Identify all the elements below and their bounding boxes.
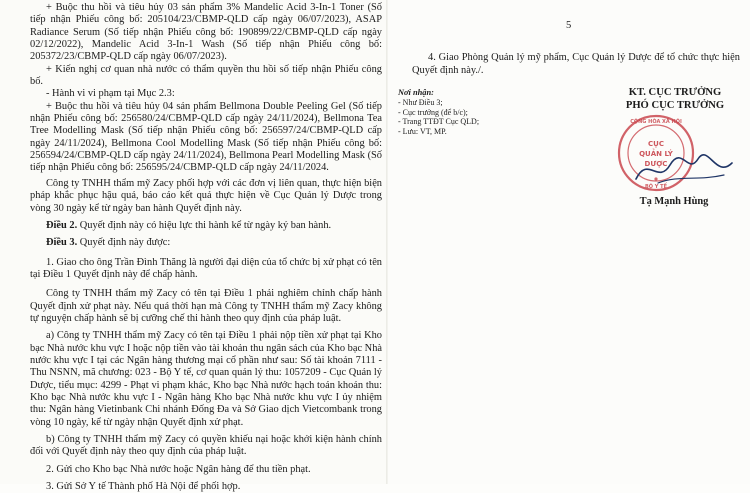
paragraph-recall-4-products: + Buộc thu hồi và tiêu hủy 04 sản phẩm Bellmona Double Peeling Gel (Số tiếp nhận Phiếu công bố: 256580/24/CBMP-QLD cấp ngày 24/11/2024), Bellmona Tea Tree Modelling Mask (Số tiếp nhận Phiếu công bố: 256597/24/CBMP-QLD cấp ngày 24/11/2024), Bellmona Cool Modelling Mask (Số tiếp nhận Phiếu công bố: 256594/24/CBMP-QLD cấp ngày 24/11/2024), Bellmona Pearl Modelling Mask (Số tiếp nhận Phiếu công bố: 256595/24/CBMP-QLD cấp ngày 24/11/2024. (30, 100, 383, 174)
paragraph-compliance: Công ty TNHH thẩm mỹ Zacy có tên tại Điều 1 phải nghiêm chỉnh chấp hành Quyết định xử phạt này. Nếu quá thời hạn mà Công ty TNHH thẩm mỹ Zacy không tự nguyện chấp hành sẽ bị cưỡng chế thi hành theo quy định của pháp luật. (30, 288, 382, 324)
paragraph-section-2-3: - Hành vi vi phạm tại Mục 2.3: (46, 88, 175, 100)
article-2-text: Quyết định này có hiệu lực thi hành kể từ ngày ký ban hành. (79, 219, 332, 231)
signature-title-line2: PHÓ CỤC TRƯỞNG (625, 100, 725, 111)
paragraph-assign-representative: 1. Giao cho ông Trần Đình Thăng là người đại diện của tổ chức bị xử phạt có tên tại Điều 1 Quyết định này để chấp hành. (30, 256, 382, 280)
recipients-title: Nơi nhận: (398, 88, 434, 97)
recipient-item: - Trang TTĐT Cục QLD; (398, 117, 480, 127)
recipient-item: - Cục trưởng (để b/c); (398, 107, 468, 117)
paragraph-assign-text: 4. Giao Phòng Quản lý mỹ phẩm, Cục Quản lý Dược để tổ chức thực hiện Quyết định này./. (412, 52, 740, 76)
article-2 (30, 220, 382, 232)
signature-title-line1: KT. CỤC TRƯỞNG (628, 87, 722, 98)
recipient-item: - Như Điều 3; (398, 97, 443, 107)
paragraph-recall-3-products: + Buộc thu hồi và tiêu hủy 03 sản phẩm 3% Mandelic Acid 3-In-1 Toner (Số tiếp nhận Phiếu công bố: 205104/23/CBMP-QLD cấp ngày 06/07/2023), ASAP Radiance Serum (Số tiếp nhận Phiếu công bố: 190899/22/CBMP-QLD cấp ngày 02/12/2022), Mandelic Acid 3-In-1 Wash (Số tiếp nhận Phiếu công bố: 205372/23/CBMP-QLD cấp ngày 06/07/2023). (30, 2, 382, 63)
svg-text:CỘNG HÒA XÃ HỘI: CỘNG HÒA XÃ HỘI (630, 119, 682, 125)
paragraph-remedy-report: Công ty TNHH thẩm mỹ Zacy phối hợp với các đơn vị liên quan, thực hiện biện pháp khắc phục hậu quả, báo cáo kết quả thực hiện về Cục Quản lý Dược trong vòng 30 ngày kể từ ngày ban hành Quyết định này. (30, 177, 382, 214)
signer-name: Tạ Mạnh Hùng (639, 196, 709, 207)
svg-text:DƯỢC: DƯỢC (644, 160, 668, 168)
paragraph-payment-instructions: a) Công ty TNHH thẩm mỹ Zacy có tên tại Điều 1 phải nộp tiền xử phạt tại Kho bạc Nhà nước khu vực I hoặc nộp tiền vào tài khoản thu ngân sách của Kho bạc Nhà nước khu vực I tại các Ngân hàng thương mại cổ phần như sau: Số tài khoản 7111 - Thu NSNN, mã chương: 023 - Bộ Y tế, cơ quan quản lý thu: 1057209 - Cục Quản lý Dược, tiểu mục: 4299 - Phạt vi phạm khác, Kho bạc Nhà nước hạch toán khoản thu: Kho bạc Nhà nước khu vực I - Ngân hàng Kho bạc Nhà nước khu vực I ủy nhiệm thu: Ngân hàng Vietinbank Chi nhánh Đống Đa và Sở Giao dịch Vietcombank trong vòng 10 ngày, kể từ ngày nhận Quyết định xử phạt. (30, 330, 382, 428)
article-2-label: Điều 2. (46, 219, 78, 231)
page-number: 5 (566, 20, 572, 31)
paragraph-send-health-dept: 3. Gửi Sở Y tế Thành phố Hà Nội để phối hợp. (46, 481, 241, 493)
left-page-body (30, 2, 382, 493)
article-3-text: Quyết định này được: (79, 237, 171, 249)
paragraph-send-treasury: 2. Gửi cho Kho bạc Nhà nước hoặc Ngân hàng để thu tiền phạt. (46, 463, 311, 475)
svg-text:BỘ Y TẾ: BỘ Y TẾ (645, 184, 667, 190)
article-3-label: Điều 3. (46, 237, 78, 249)
article-3 (30, 237, 382, 249)
signature-title-block (600, 86, 750, 112)
handwritten-signature (628, 145, 738, 195)
svg-text:CỤC: CỤC (648, 140, 664, 148)
paragraph-recommend-revoke: + Kiến nghị cơ quan nhà nước có thẩm quyền thu hồi số tiếp nhận Phiếu công bố. (30, 63, 382, 88)
paragraph-appeal-right: b) Công ty TNHH thẩm mỹ Zacy có quyền khiếu nại hoặc khởi kiện hành chính đối với Quyết định này theo quy định của pháp luật. (30, 434, 382, 458)
recipients-block (398, 88, 568, 137)
recipient-item: - Lưu: VT, MP. (398, 127, 447, 137)
paragraph-assign-cosmetics-dept (412, 52, 740, 77)
svg-text:QUẢN LÝ: QUẢN LÝ (639, 150, 673, 158)
right-page (388, 0, 750, 484)
